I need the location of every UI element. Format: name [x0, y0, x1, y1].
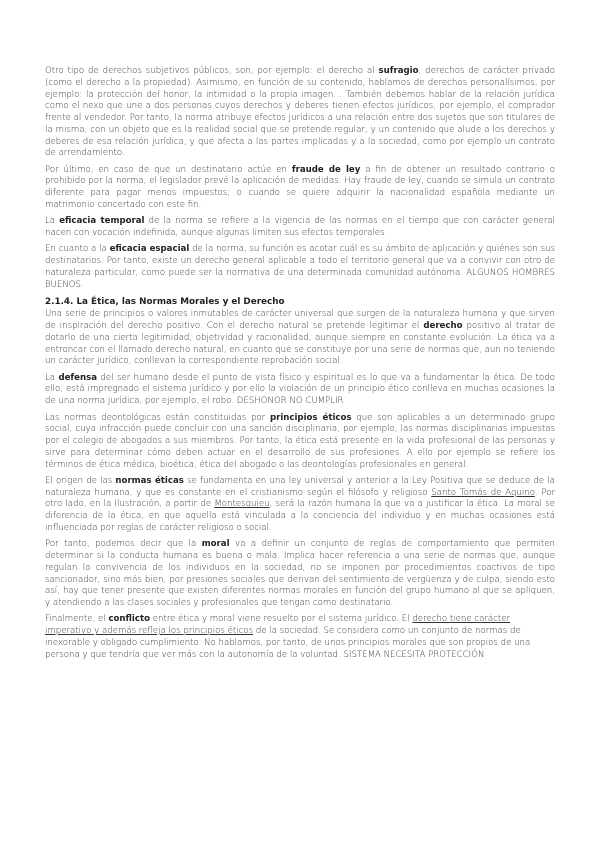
text: de la norma, su función es acotar cuál es su ámbito de aplicación y quiénes son sus destinatarios. Por tanto, existe un derecho general aplicable a todo el territorio general que va a convivir con otro de naturaleza particular, como puede ser la normativa de una determinada comunidad autónoma. ALGUNOS HOMBRES BUENOS. [45, 244, 555, 290]
text: La [45, 216, 60, 227]
bold-term-principios-eticos: principios éticos [269, 412, 352, 423]
paragraph-derecho-natural [45, 309, 555, 368]
bold-term-eficacia-espacial: eficacia espacial [109, 244, 190, 255]
text: va a definir un conjunto de reglas de comportamiento que permiten determinar si la conducta humana es buena o mala. Implica hacer referencia a una serie de normas que, aunque regulan la convivencia de los individuos en la sociedad, no se imponen por procedimientos coactivos de tipo sancionador, sino más bien, por presiones sociales que derivan del sentimiento de vergüenza y de culpa, siendo esto así, hay que tener presente que existen diferentes normas morales en función del grupo humano al que se apliquen, y atendiendo a las clases sociales y profesionales que tengan como destinatario. [45, 539, 555, 608]
text: del ser humano desde el punto de vista físico y espiritual es lo que va a fundamentar la ética. De todo ello, está impregnado el sistema jurídico y por ello la violación de un principio ético conlleva en muchas ocasiones la de una norma jurídica, por ejemplo, el robo. DESHONOR NO CUMPLIR [45, 372, 555, 407]
text: Por tanto, podemos decir que la [45, 539, 202, 550]
text: se fundamenta en una ley universal y anterior a la Ley Positiva que se deduce de la naturaleza humana, y que es constante en el cristianismo según el filósofo y religioso [45, 475, 556, 498]
paragraph-moral [45, 539, 555, 610]
paragraph-normas-deontologicas [45, 413, 555, 472]
document-page [45, 66, 555, 666]
text: positivo al tratar de dotarlo de una cierta legitimidad, objetividad y racionalidad, aunque siempre en constante evolución. La ética va a entroncar con el llamado derecho natural, en cuanto que se constituye por una serie de normas que, aun no teniendo un carácter jurídico, conllevan la correspondiente reprobación social. [45, 321, 555, 367]
text: , derechos de carácter privado (como el derecho a la propiedad). Asimismo, en función de su contenido, hablamos de derechos personalísimos, por ejemplo: la protección del honor, la intimidad o la propia imagen… También debemos hablar de la relación jurídica como el nexo que une a dos personas cuyos derechos y deberes tienen efectos jurídicos, por ejemplo, el comprador frente al vendedor. Por tanto, la norma atribuye efectos jurídicos a una relación entre dos sujetos que son titulares de la misma, con un objeto que es la realidad social que se pretende regular, y un contenido que alude a los derechos y deberes de esa relación jurídica, y que afecta a las partes implicadas y a la sociedad, como por ejemplo un contrato de arrendamiento. [45, 66, 555, 159]
text: Las normas deontológicas están constituidas por [45, 412, 270, 423]
text: El origen de las [45, 475, 116, 486]
bold-term-derecho: derecho [423, 321, 463, 332]
section-heading: 2.1.4. La Ética, las Normas Morales y el Derecho [45, 296, 285, 307]
text: de la norma se refiere a la vigencia de las normas en el tiempo que con carácter general nacen con vocación indefinida, aunque algunas limiten sus efectos temporales. [45, 216, 556, 238]
paragraph-eficacia-temporal [45, 216, 555, 240]
text: entre ética y moral viene resuelto por el sistema jurídico. El [149, 614, 413, 625]
paragraph-conflicto [45, 614, 555, 661]
bold-term-sufragio: sufragio [378, 66, 419, 76]
paragraph-normas-eticas [45, 476, 555, 535]
underlined-derecho-imperativo: derecho tiene carácter imperativo y además refleja los principios éticos [45, 614, 511, 637]
bold-term-fraude-de-ley: fraude de ley [291, 164, 361, 175]
underlined-santo-tomas: Santo Tomás de Aquino [431, 487, 535, 498]
paragraph-fraude-de-ley [45, 165, 555, 212]
text: a fin de obtener un resultado contrario o prohibido por la norma, el legislador prevé la aplicación de medidas. Hay fraude de ley, cuando se simula un contrato diferente para pagar menos impuestos; o cuando se quiere adquirir la nacionalidad española mediante un matrimonio concertado con este fin. [45, 164, 555, 210]
paragraph-defensa [45, 373, 555, 408]
paragraph-eficacia-espacial [45, 244, 555, 291]
paragraph-subjective-rights [45, 66, 555, 160]
text: Finalmente, el [45, 614, 109, 625]
bold-term-moral: moral [201, 539, 230, 550]
bold-term-eficacia-temporal: eficacia temporal [59, 216, 145, 227]
text: . Por otro lado, en la Ilustración, a partir de [45, 487, 555, 510]
text: Por último, en caso de que un destinatario actúe en [45, 164, 292, 175]
bold-term-defensa: defensa [58, 372, 98, 383]
text: que son aplicables a un determinado grupo social, cuya infracción puede concluir con una sanción disciplinaria, por ejemplo, las normas disciplinarias impuestas por el colegio de abogados a sus miembros. Por tanto, la ética está presente en la vida profesional de las personas y sirve para determinar cómo deben actuar en el desarrollo de sus profesiones. A ello por ejemplo se refiere los términos de ética médica, bioética, ética del abogado o las deontologías profesionales en general. [45, 412, 555, 470]
text: de la sociedad. Se considera como un conjunto de normas de inexorable y obligado cumplimiento. No hablamos, por tanto, de unos principios morales que son propios de una persona y que tendría que ver más con la autonomía de la voluntad. SISTEMA NECESITA PROTECCIÓN [45, 626, 531, 660]
text: Una serie de principios o valores inmutables de carácter universal que surgen de la naturaleza humana y que sirven de inspiración del derecho positivo. Con el derecho natural se pretende legitimar el [45, 309, 555, 332]
text: , será la razón humana la que va a justificar la ética. La moral se diferencia de la ética, en que aquella está vinculada a la conciencia del individuo y en muchas ocasiones está influenciada por reglas de carácter religioso o social. [45, 499, 555, 533]
bold-term-conflicto: conflicto [108, 614, 150, 625]
text: En cuanto a la [45, 244, 110, 255]
text: Otro tipo de derechos subjetivos públicos, son, por ejemplo: el derecho al [45, 66, 379, 76]
text: La [45, 372, 59, 383]
bold-term-normas-eticas: normas éticas [115, 475, 184, 486]
underlined-montesquieu: Montesquieu [214, 499, 270, 510]
